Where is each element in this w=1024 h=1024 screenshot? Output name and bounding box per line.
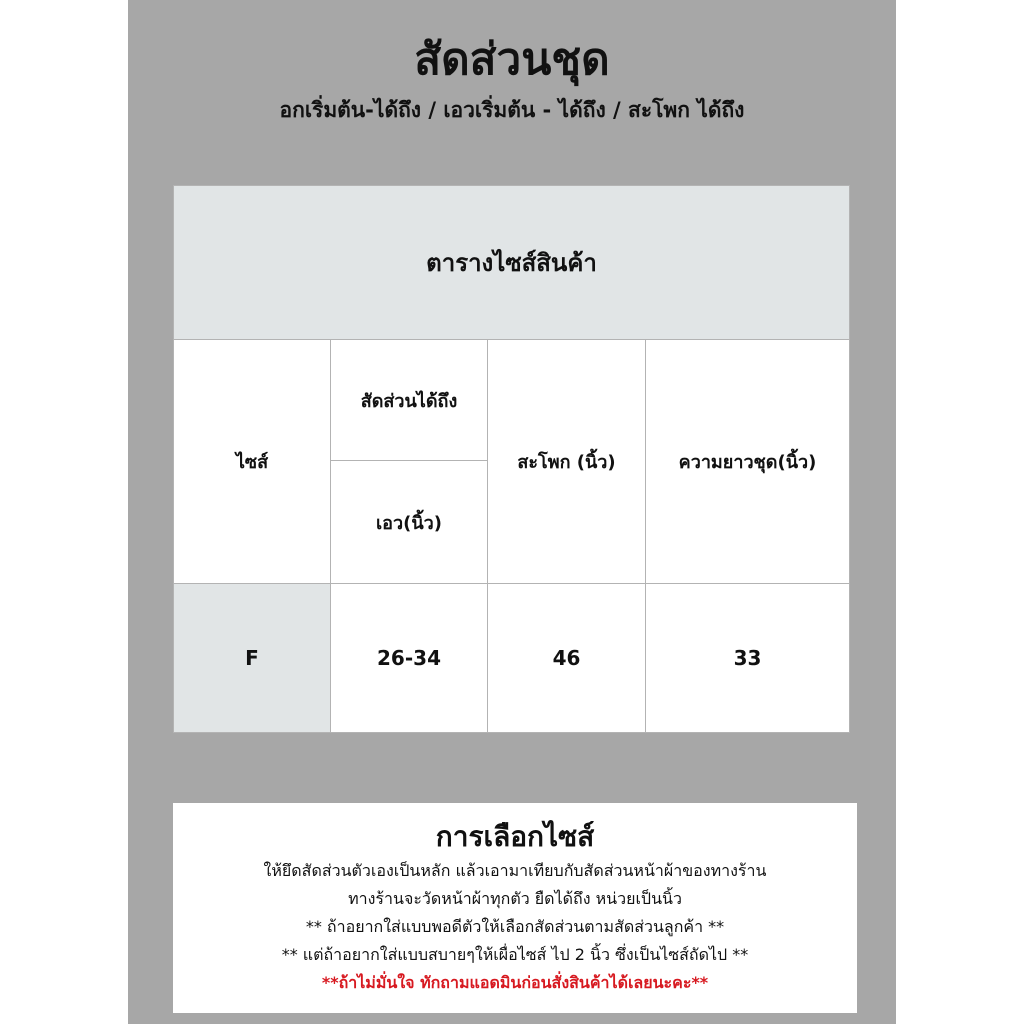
guide-line-1: ให้ยึดสัดส่วนตัวเองเป็นหลัก แล้วเอามาเทียบกับสัดส่วนหน้าผ้าของทางร้าน: [263, 861, 767, 880]
col-header-size: ไซส์: [174, 340, 331, 584]
guide-line-2: ทางร้านจะวัดหน้าผ้าทุกตัว ยืดได้ถึง หน่วยเป็นนิ้ว: [348, 889, 682, 908]
col-group-header: สัดส่วนได้ถึง: [331, 340, 488, 461]
table-cell-waist: 26-34: [331, 584, 488, 733]
size-guide-box: [173, 803, 857, 1013]
guide-line-4: ** แต่ถ้าอยากใส่แบบสบายๆให้เผื่อไซส์ ไป 2 นิ้ว ซึ่งเป็นไซส์ถัดไป **: [281, 945, 749, 964]
size-table: [173, 185, 850, 733]
table-cell-size: F: [174, 584, 331, 733]
col-header-hip: สะโพก (นิ้ว): [488, 340, 646, 584]
col-header-waist: เอว(นิ้ว): [331, 461, 488, 584]
guide-line-3: ** ถ้าอยากใส่แบบพอดีตัวให้เลือกสัดส่วนตามสัดส่วนลูกค้า **: [305, 917, 725, 936]
guide-warning: **ถ้าไม่มั่นใจ ทักถามแอดมินก่อนสั่งสินค้าได้เลยนะคะ**: [321, 973, 709, 992]
col-header-length: ความยาวชุด(นิ้ว): [646, 340, 850, 584]
page-title: สัดส่วนชุด: [414, 34, 610, 85]
guide-title: การเลือกไซส์: [435, 820, 595, 853]
size-table-title: ตารางไซส์สินค้า: [174, 186, 850, 340]
table-cell-length: 33: [646, 584, 850, 733]
size-chart-panel: [128, 0, 896, 1024]
page-subtitle: อกเริ่มต้น-ได้ถึง / เอวเริ่มต้น - ได้ถึง / สะโพก ได้ถึง: [279, 98, 745, 122]
table-cell-hip: 46: [488, 584, 646, 733]
